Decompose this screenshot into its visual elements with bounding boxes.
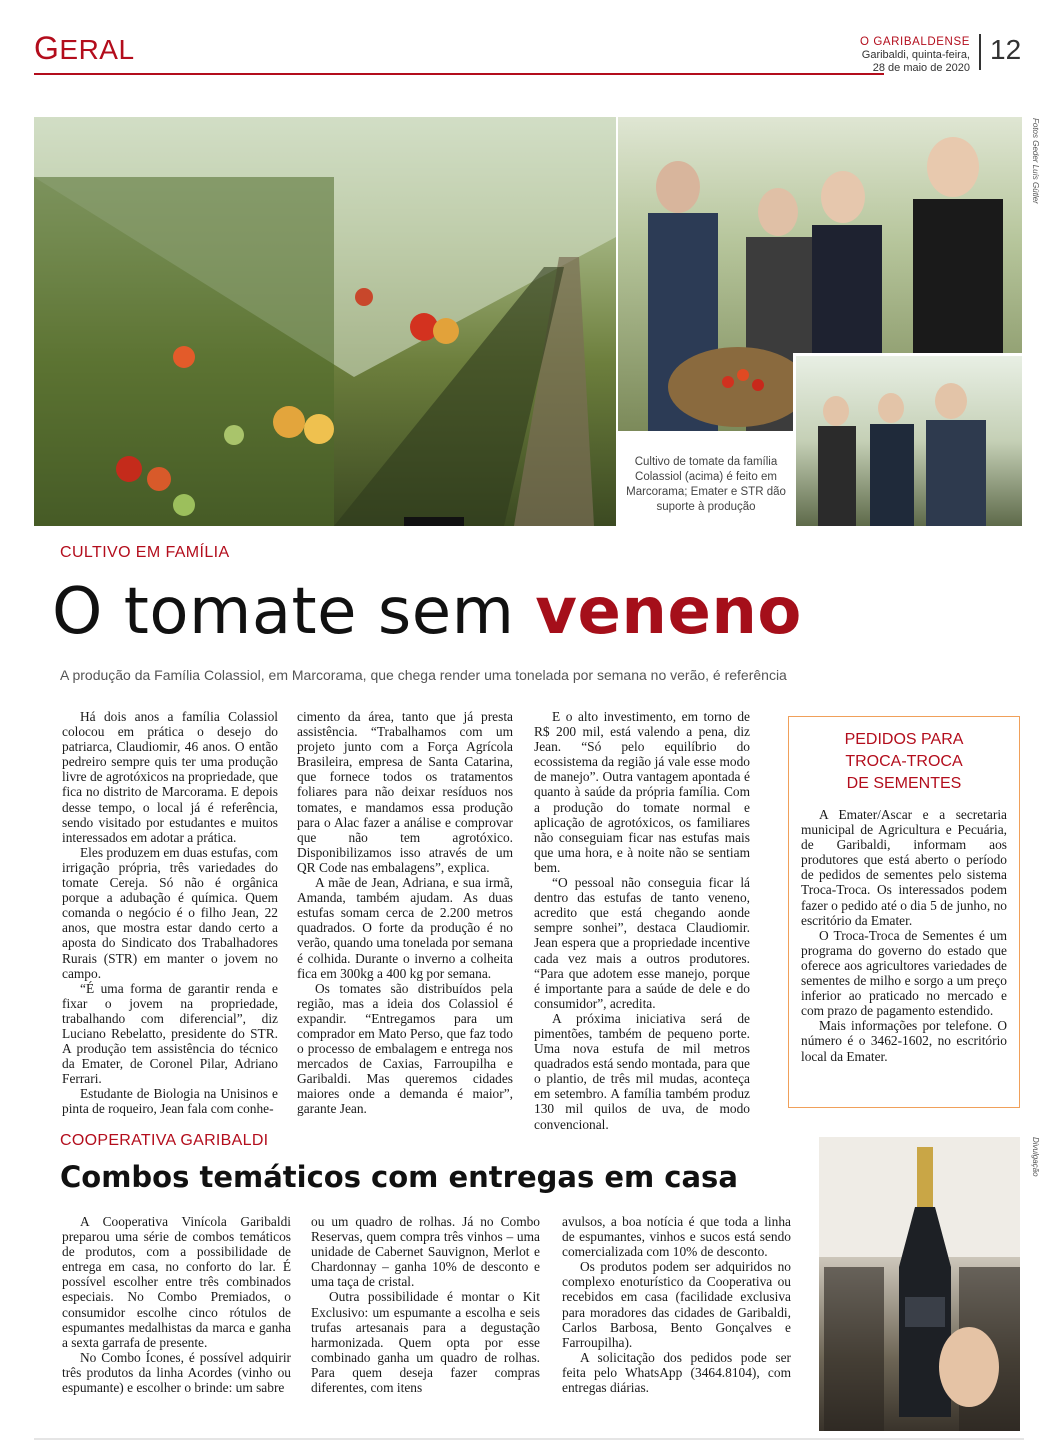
tomato-greenhouse-photo — [34, 117, 616, 526]
footer-rule — [34, 1438, 1024, 1440]
paragraph: Os produtos podem ser adquiridos no complexo enoturístico da Cooperativa ou recebidos em casa (facilidade exclusiva para moradores das cidades de Garibaldi, Carlos Barbosa, Bento Gonçalves e Farroupilha). — [562, 1259, 791, 1350]
story-deck: A produção da Família Colassiol, em Marcorama, que chega render uma tonelada por semana no verão, é referência — [60, 667, 787, 683]
paragraph: “É uma forma de garantir renda e fixar o jovem na propriedade, trabalhando com diferencial”, diz Luciano Rebelatto, presidente do STR. A produção tem assistência do técnico da Emater, de Coronel Pilar, Adriano Ferrari. — [62, 980, 278, 1087]
wine-bottle-illustration — [819, 1137, 1020, 1431]
paragraph: A solicitação dos pedidos pode ser feita pelo WhatsApp (3464.8104), com entregas diárias. — [562, 1349, 791, 1396]
paper-name: O GARIBALDENSE — [859, 36, 970, 48]
paragraph: E o alto investimento, em torno de R$ 200 mil, está valendo a pena, diz Jean. “Só pelo equilíbrio do ecossistema da região já vale esse modo de manejo”. Outra vantagem apontada é quanto à saúde da própria família. Com a produção do tomate normal e aplicação de agrotóxicos, os familiares não conseguiam ficar nas estufas mais que uma hora, e à noite não se sentiam bem. — [534, 709, 750, 875]
story2-column-2 — [311, 1214, 540, 1395]
dateline-2: 28 de maio de 2020 — [872, 62, 970, 74]
section-name: GERAL — [34, 30, 135, 66]
paragraph: A Cooperativa Vinícola Garibaldi preparou uma série de combos temáticos de produtos, com a possibilidade de entrega em casa, no conforto do lar. É possível escolher entre três combinados especiais. No Combo Premiados, o consumidor escolhe cinco rótulos de espumantes medalhistas da marca e ganha a sexta garrafa de presente. — [62, 1214, 291, 1350]
paragraph: Os tomates são distribuídos pela região, mas a ideia dos Colassiol é expandir. “Entregamos para um comprador em Mato Perso, que faz todo o processo de embalagem e entrega nos mercados de Caxias, Farroupilha e Garibaldi. Mas queremos cidades maiores onde a demanda é maior”, garante Jean. — [297, 980, 513, 1117]
paragraph: O Troca-Troca de Sementes é um programa do governo do estado que oferece aos agricultores variedades de sementes de milho e sorgo a um preço inferior ao praticado no mercado e com prazo de pagamento estendido. — [801, 927, 1007, 1019]
page-number: 12 — [990, 34, 1022, 65]
header-rule — [34, 73, 884, 75]
dateline-1: Garibaldi, quinta-feira, — [861, 49, 970, 61]
paragraph: A mãe de Jean, Adriana, e sua irmã, Amanda, também ajudam. As duas estufas somam cerca de 2.200 metros quadrados. O forte da produção é no verão, quando uma tonelada por semana é colhida. Durante o inverno a colheita fica em 300kg a 400 kg por semana. — [297, 875, 513, 981]
story2-column-3 — [562, 1214, 791, 1395]
story-column-1 — [62, 709, 278, 1117]
paragraph: A Emater/Ascar e a secretaria municipal de Agricultura e Pecuária, de Garibaldi, informam aos produtores que está aberto o período de pedidos de sementes pelo sistema Troca-Troca. Os interessados podem fazer o pedido até o dia 5 de junho, no escritório da Emater. — [801, 807, 1007, 928]
paragraph: Mais informações por telefone. O número é o 3462-1602, no escritório local da Emater. — [801, 1018, 1007, 1064]
paragraph: Outra possibilidade é montar o Kit Exclusivo: um espumante a escolha e seis trufas artesanais para a degustação harmonizada. Quem opta por esse combinado ganha um quadro de rolhas. Para quem deseja fazer compras diferentes, com itens — [311, 1289, 540, 1396]
story-column-2 — [297, 709, 513, 1117]
paragraph: Há dois anos a família Colassiol colocou em prática o desejo do patriarca, Claudiomir, 46 anos. O então pedreiro sempre quis ter uma produção livre de agrotóxicos na propriedade, que fica no distrito de Marcorama. E depois desse tempo, o local já é referência, sendo visitado por estudantes e muitos interessados em adotar a prática. — [62, 709, 278, 845]
greenhouse-illustration — [34, 117, 616, 526]
paragraph: A próxima iniciativa será de pimentões, também de pequeno porte. Uma nova estufa de mil metros quadrados está sendo montada, para que o plantio, de três mil mudas, aconteça em setembro. A família também produz 130 mil quilos de uva, de modo convencional. — [534, 1010, 750, 1132]
trio-photo — [793, 353, 1022, 526]
photo-credit: Fotos Geder Luís Gütler — [1031, 118, 1040, 204]
sidebar-text — [801, 807, 1007, 1064]
paragraph: ou um quadro de rolhas. Já no Combo Reservas, quem compra três vinhos – uma unidade de Cabernet Sauvignon, Merlot e Chardonnay – ganha 10% de desconto e uma taça de cristal. — [311, 1214, 540, 1290]
photo-caption: Cultivo de tomate da família Colassiol (acima) é feito em Marcorama; Emater e STR dão suporte à produção — [626, 456, 786, 513]
photo-credit-2: Divulgação — [1031, 1137, 1040, 1177]
trio-illustration — [796, 356, 1022, 526]
paragraph: Estudante de Biologia na Unisinos e pinta de roqueiro, Jean fala com conhe- — [62, 1086, 278, 1117]
story2-column-1 — [62, 1214, 291, 1395]
story-kicker: CULTIVO EM FAMÍLIA — [60, 544, 230, 561]
wine-bottle-photo — [819, 1137, 1020, 1431]
paragraph: Eles produzem em duas estufas, com irrigação própria, três variedades do tomate Cereja. Só não é orgânica porque a adubação é química. Quem comanda o negócio é o filho Jean, 22 anos, que mostra estar dando certo a aposta do Sindicato dos Trabalhadores Rurais (STR) em manter o jovem no campo. — [62, 844, 278, 981]
story2-kicker: COOPERATIVA GARIBALDI — [60, 1132, 269, 1149]
story2-headline: Combos temáticos com entregas em casa — [60, 1160, 738, 1194]
masthead — [860, 36, 970, 75]
paragraph: “O pessoal não conseguia ficar lá dentro das estufas de tanto veneno, acredito que está chegando aonde sempre sonhei”, destaca Claudiomir. Jean espera que a propriedade incentive cada vez mais a outros produtores. “Para que adotem esse manejo, porque é importante para a saúde de dele e do consumidor”, acredita. — [534, 875, 750, 1011]
page-number-separator — [979, 34, 981, 70]
story-column-3 — [534, 709, 750, 1132]
sidebar-box — [788, 716, 1020, 1108]
story-headline: O tomate sem veneno — [52, 575, 802, 649]
paragraph: No Combo Ícones, é possível adquirir três produtos da linha Acordes (vinho ou espumante) e escolher o brinde: um sabre — [62, 1349, 291, 1396]
paragraph: avulsos, a boa notícia é que toda a linha de espumantes, vinhos e sucos está sendo comercializada com 10% de desconto. — [562, 1214, 791, 1260]
paragraph: cimento da área, tanto que já presta assistência. “Trabalhamos com um projeto junto com a Força Agrícola Brasileira, empresa de Santa Catarina, que fornece todos os tratamentos foliares para não deixar resíduos nos tomates, e mandamos essa produção para o Alac fazer a análise e comprovar que não tem agrotóxico. Disponibilizamos isso através de um QR Code nas embalagens”, explica. — [297, 709, 513, 875]
sidebar-title: PEDIDOS PARA TROCA-TROCA DE SEMENTES — [844, 731, 964, 792]
